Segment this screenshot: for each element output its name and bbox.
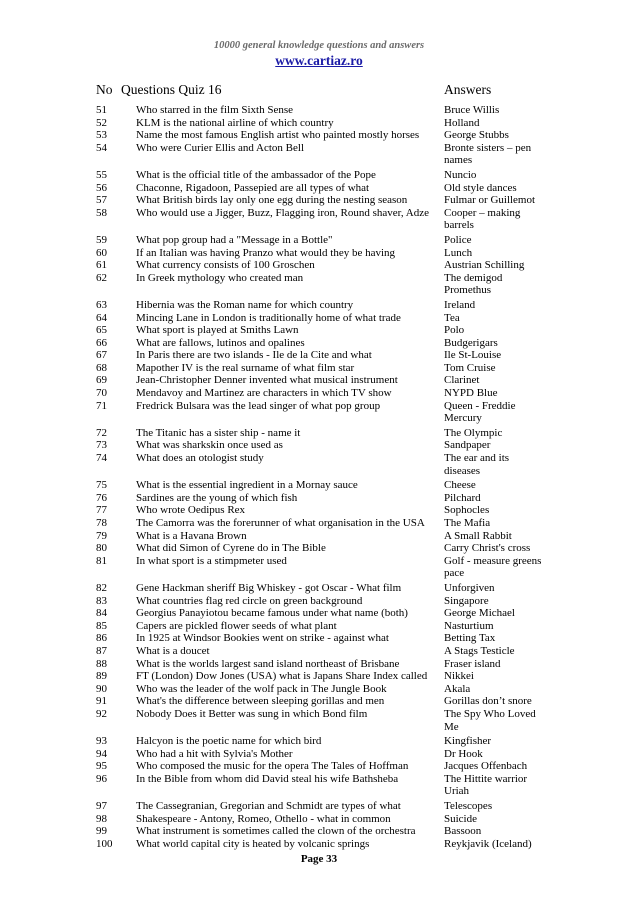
question-text: What world capital city is heated by volcanic springs: [136, 837, 370, 850]
question-text: What is the essential ingredient in a Mornay sauce: [136, 479, 358, 492]
question-text: Halcyon is the poetic name for which bird: [136, 735, 322, 748]
row-number: 90: [96, 682, 107, 695]
answer-text: Austrian Schilling: [444, 259, 525, 272]
answer-text: Jacques Offenbach: [444, 760, 528, 773]
answer-text: Akala: [444, 682, 471, 695]
answer-text: Betting Tax: [444, 632, 496, 645]
question-text: Sardines are the young of which fish: [136, 491, 298, 504]
table-row: [0, 708, 638, 733]
website-link[interactable]: www.cartiaz.ro: [275, 53, 363, 68]
table-row: [0, 362, 638, 375]
column-header-no: No: [96, 82, 113, 97]
answer-text: Telescopes: [444, 800, 493, 813]
table-row: [0, 695, 638, 708]
answer-text: Carry Christ's cross: [444, 542, 531, 555]
row-number: 54: [96, 141, 107, 154]
answer-text: The Mafia: [444, 517, 491, 529]
row-number: 68: [96, 361, 107, 374]
answer-text: Fulmar or Guillemot: [444, 194, 536, 207]
question-text: The Cassegranian, Gregorian and Schmidt are types of what: [136, 800, 401, 813]
question-text: What are fallows, lutinos and opalines: [136, 336, 305, 349]
answer-text: Tom Cruise: [444, 361, 496, 374]
row-number: 72: [96, 426, 107, 439]
answer-text: Clarinet: [444, 374, 480, 387]
answer-text: Nasturtium: [444, 619, 494, 632]
table-row: [0, 247, 638, 260]
table-row: [0, 142, 638, 167]
row-number: 100: [96, 837, 113, 850]
row-number: 67: [96, 349, 107, 362]
question-text: Fredrick Bulsara was the lead singer of what pop group: [136, 399, 381, 412]
answer-text: The Hittite warrior Uriah: [444, 772, 528, 798]
question-text: What does an otologist study: [136, 452, 264, 465]
table-row: [0, 272, 638, 297]
answer-text: The ear and its diseases: [444, 452, 510, 477]
row-number: 83: [96, 594, 107, 607]
table-row: [0, 312, 638, 325]
row-number: 71: [96, 399, 107, 412]
row-number: 55: [96, 168, 107, 181]
row-number: 56: [96, 181, 107, 194]
answer-text: Unforgiven: [444, 581, 495, 594]
row-number: 98: [96, 812, 107, 825]
question-text: What British birds lay only one egg during the nesting season: [136, 194, 408, 207]
question-text: Nobody Does it Better was sung in which Bond film: [136, 707, 368, 720]
column-header-questions: Questions Quiz 16: [121, 82, 222, 97]
table-row: [0, 517, 638, 530]
table-row: [0, 324, 638, 337]
row-number: 84: [96, 607, 107, 620]
answer-text: Bronte sisters – pen names: [444, 141, 532, 167]
table-row: [0, 773, 638, 798]
row-number: 79: [96, 529, 107, 542]
answer-text: Cheese: [444, 479, 476, 492]
answer-text: George Stubbs: [444, 129, 509, 142]
question-text: In the Bible from whom did David steal his wife Bathsheba: [136, 772, 399, 785]
question-text: What countries flag red circle on green background: [136, 594, 363, 607]
question-text: What did Simon of Cyrene do in The Bible: [136, 542, 326, 555]
answer-text: Bassoon: [444, 825, 482, 838]
question-text: The Camorra was the forerunner of what organisation in the USA: [136, 517, 425, 529]
question-text: Capers are pickled flower seeds of what plant: [136, 619, 337, 632]
question-text: Chaconne, Rigadoon, Passepied are all types of what: [136, 181, 370, 194]
row-number: 95: [96, 760, 107, 773]
row-number: 62: [96, 271, 107, 284]
question-text: Who had a hit with Sylvia's Mother: [136, 747, 293, 760]
row-number: 76: [96, 491, 107, 504]
row-number: 96: [96, 772, 107, 785]
column-header-answers: Answers: [444, 82, 492, 97]
table-row: [0, 607, 638, 620]
row-number: 63: [96, 298, 107, 311]
row-number: 57: [96, 194, 107, 207]
answer-text: The demigod Promethus: [444, 271, 503, 297]
table-row: [0, 194, 638, 207]
answer-text: Budgerigars: [444, 336, 498, 349]
answer-text: Cooper – making barrels: [444, 206, 521, 232]
table-row: [0, 479, 638, 492]
row-number: 97: [96, 800, 107, 813]
row-number: 81: [96, 554, 107, 567]
table-row: [0, 683, 638, 696]
table-row: [0, 427, 638, 440]
table-row: [0, 800, 638, 813]
answer-text: Sandpaper: [444, 439, 491, 452]
answer-text: Tea: [444, 311, 460, 324]
table-row: [0, 492, 638, 505]
question-text: Hibernia was the Roman name for which country: [136, 298, 354, 311]
table-row: [0, 760, 638, 773]
table-row: [0, 349, 638, 362]
question-text: Who wrote Oedipus Rex: [136, 504, 246, 517]
answer-text: George Michael: [444, 607, 515, 620]
row-number: 82: [96, 581, 107, 594]
question-text: Who starred in the film Sixth Sense: [136, 104, 294, 116]
answer-text: Lunch: [444, 246, 473, 259]
row-number: 92: [96, 707, 107, 720]
table-row: [0, 234, 638, 247]
table-row: [0, 439, 638, 452]
answer-text: The Olympic: [444, 426, 503, 439]
row-number: 73: [96, 439, 107, 452]
answer-text: Police: [444, 233, 472, 246]
question-text: Name the most famous English artist who painted mostly horses: [136, 129, 420, 142]
answer-text: Golf - measure greens pace: [444, 554, 542, 580]
row-number: 65: [96, 324, 107, 337]
question-text: Who were Curier Ellis and Acton Bell: [136, 141, 305, 154]
question-text: Who composed the music for the opera The Tales of Hoffman: [136, 760, 409, 773]
question-text: FT (London) Dow Jones (USA) what is Japans Share Index called: [136, 670, 428, 683]
row-number: 80: [96, 542, 107, 555]
table-row: [0, 595, 638, 608]
question-table: [0, 104, 638, 850]
question-text: What is a Havana Brown: [136, 529, 247, 542]
question-text: Mincing Lane in London is traditionally home of what trade: [136, 311, 401, 324]
answer-text: Fraser island: [444, 657, 501, 670]
row-number: 94: [96, 747, 107, 760]
question-text: What sport is played at Smiths Lawn: [136, 324, 299, 337]
document-subtitle: 10000 general knowledge questions and answers: [213, 40, 425, 51]
answer-text: The Spy Who Loved Me: [444, 707, 536, 733]
table-row: [0, 207, 638, 232]
row-number: 75: [96, 479, 107, 492]
row-number: 70: [96, 387, 107, 400]
table-row: [0, 400, 638, 425]
row-number: 86: [96, 632, 107, 645]
question-text: What currency consists of 100 Groschen: [136, 259, 315, 272]
answer-text: Polo: [444, 324, 465, 337]
row-number: 58: [96, 206, 107, 219]
table-row: [0, 748, 638, 761]
row-number: 99: [96, 825, 107, 838]
table-row: [0, 838, 638, 851]
table-row: [0, 117, 638, 130]
question-text: Mapother IV is the real surname of what film star: [136, 361, 355, 374]
question-text: Jean-Christopher Denner invented what musical instrument: [136, 374, 398, 387]
table-row: [0, 452, 638, 477]
question-text: In Paris there are two islands - Ile de la Cite and what: [136, 349, 372, 362]
row-number: 91: [96, 695, 107, 708]
answer-text: Nikkei: [444, 670, 474, 683]
table-row: [0, 735, 638, 748]
answer-text: Sophocles: [444, 504, 490, 517]
table-row: [0, 129, 638, 142]
table-row: [0, 104, 638, 117]
row-number: 61: [96, 259, 107, 272]
table-row: [0, 582, 638, 595]
row-number: 74: [96, 452, 107, 465]
answer-text: Bruce Willis: [444, 104, 500, 116]
answer-text: Ireland: [444, 298, 476, 311]
answer-text: A Small Rabbit: [444, 529, 512, 542]
row-number: 88: [96, 657, 107, 670]
answer-text: A Stags Testicle: [444, 644, 515, 657]
answer-text: Old style dances: [444, 181, 517, 194]
table-row: [0, 337, 638, 350]
answer-text: Queen - Freddie Mercury: [444, 399, 516, 425]
answer-text: Dr Hook: [444, 747, 483, 760]
row-number: 87: [96, 644, 107, 657]
answer-text: Kingfisher: [444, 735, 492, 748]
question-text: Who was the leader of the wolf pack in The Jungle Book: [136, 682, 387, 695]
question-text: What is the worlds largest sand island northeast of Brisbane: [136, 657, 400, 670]
row-number: 66: [96, 336, 107, 349]
table-row: [0, 530, 638, 543]
question-text: In 1925 at Windsor Bookies went on strike - against what: [136, 632, 389, 645]
table-row: [0, 670, 638, 683]
row-number: 64: [96, 311, 107, 324]
table-row: [0, 259, 638, 272]
table-row: [0, 542, 638, 555]
question-text: Who would use a Jigger, Buzz, Flagging iron, Round shaver, Adze: [136, 206, 430, 219]
question-text: What instrument is sometimes called the clown of the orchestra: [136, 825, 416, 838]
row-number: 52: [96, 116, 107, 129]
table-row: [0, 374, 638, 387]
question-text: What is the official title of the ambassador of the Pope: [136, 168, 376, 181]
row-number: 78: [96, 517, 107, 529]
answer-text: NYPD Blue: [444, 387, 498, 400]
question-text: Mendavoy and Martinez are characters in which TV show: [136, 387, 392, 400]
table-row: [0, 387, 638, 400]
table-row: [0, 504, 638, 517]
answer-text: Holland: [444, 116, 480, 129]
row-number: 89: [96, 670, 107, 683]
question-text: Georgius Panayiotou became famous under what name (both): [136, 607, 408, 620]
table-row: [0, 182, 638, 195]
row-number: 93: [96, 735, 107, 748]
question-text: Gene Hackman sheriff Big Whiskey - got Oscar - What film: [136, 581, 402, 594]
answer-text: Pilchard: [444, 491, 481, 504]
row-number: 53: [96, 129, 107, 142]
answer-text: Ile St-Louise: [444, 349, 502, 362]
question-text: What is a doucet: [136, 644, 210, 657]
question-text: In Greek mythology who created man: [136, 271, 304, 284]
table-row: [0, 169, 638, 182]
question-text: What pop group had a "Message in a Bottle": [136, 233, 333, 246]
row-number: 69: [96, 374, 107, 387]
row-number: 51: [96, 104, 107, 116]
answer-text: Reykjavik (Iceland): [444, 837, 532, 850]
table-row: [0, 645, 638, 658]
question-text: What's the difference between sleeping gorillas and men: [136, 695, 385, 708]
table-row: [0, 813, 638, 826]
question-text: In what sport is a stimpmeter used: [136, 554, 287, 567]
row-number: 60: [96, 246, 107, 259]
answer-text: Gorillas don’t snore: [444, 695, 532, 708]
question-text: What was sharkskin once used as: [136, 439, 283, 452]
table-row: [0, 555, 638, 580]
row-number: 85: [96, 619, 107, 632]
question-text: KLM is the national airline of which country: [136, 116, 334, 129]
question-text: Shakespeare - Antony, Romeo, Othello - what in common: [136, 812, 391, 825]
table-row: [0, 620, 638, 633]
table-row: [0, 299, 638, 312]
table-row: [0, 632, 638, 645]
table-row: [0, 825, 638, 838]
table-row: [0, 658, 638, 671]
answer-text: Nuncio: [444, 168, 477, 181]
page-number: Page 33: [300, 853, 338, 865]
row-number: 59: [96, 233, 107, 246]
answer-text: Singapore: [444, 594, 489, 607]
question-text: If an Italian was having Pranzo what would they be having: [136, 246, 396, 259]
answer-text: Suicide: [444, 812, 477, 825]
row-number: 77: [96, 504, 107, 517]
question-text: The Titanic has a sister ship - name it: [136, 426, 301, 439]
